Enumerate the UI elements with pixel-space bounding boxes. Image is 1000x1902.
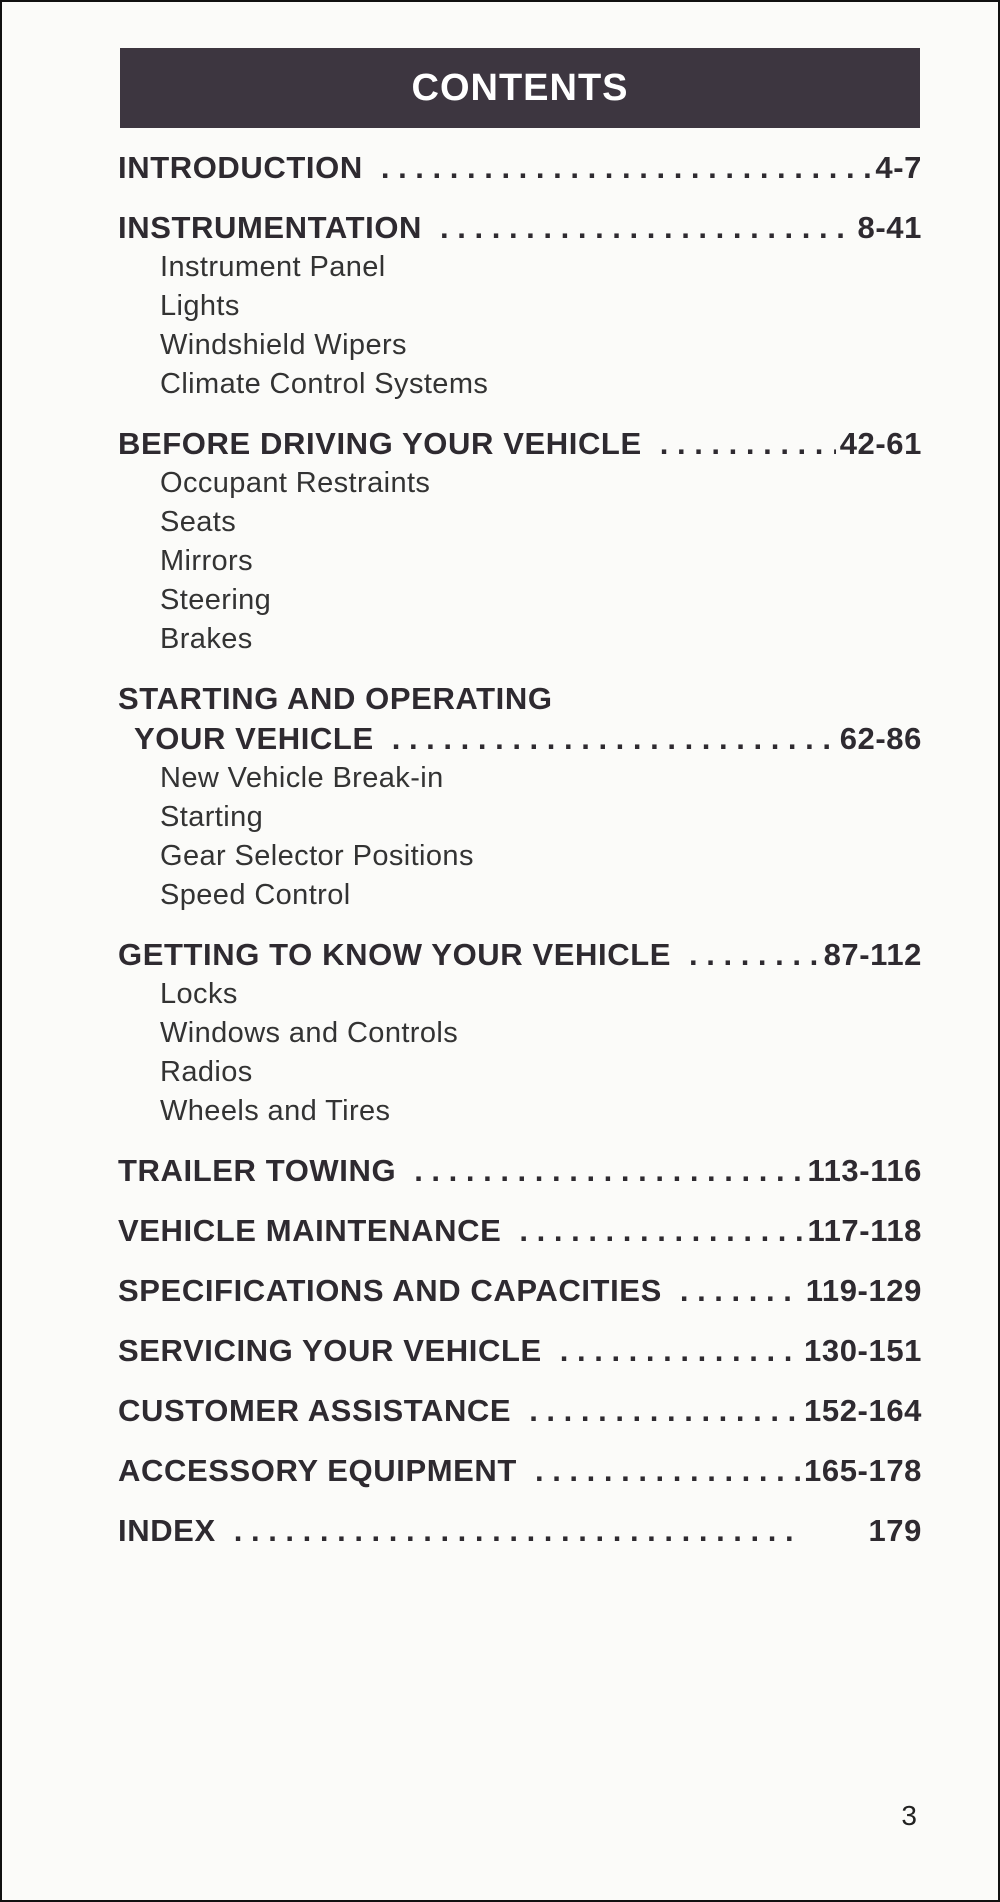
- toc-section: [118, 424, 922, 659]
- toc-entry[interactable]: [118, 679, 922, 719]
- toc-entry-pages: 113-116: [807, 1153, 922, 1188]
- toc-entry[interactable]: [118, 1331, 922, 1371]
- toc-entry-pages: 165-178: [804, 1453, 922, 1488]
- toc-subitem[interactable]: Locks: [160, 978, 238, 1010]
- toc-subitem[interactable]: Lights: [160, 290, 240, 322]
- toc-entry-title: STARTING AND OPERATING: [118, 681, 553, 716]
- toc-subitem[interactable]: Brakes: [160, 623, 253, 655]
- toc-section: [118, 1271, 922, 1311]
- toc-subitem[interactable]: Windows and Controls: [160, 1017, 459, 1049]
- toc-section: [118, 148, 922, 188]
- toc-subitem[interactable]: Radios: [160, 1056, 253, 1088]
- toc-entry-title: GETTING TO KNOW YOUR VEHICLE: [118, 937, 672, 972]
- toc-subitem[interactable]: Climate Control Systems: [160, 368, 489, 400]
- table-of-contents: [118, 148, 922, 1571]
- page-title: CONTENTS: [411, 66, 629, 109]
- toc-entry-pages: 62-86: [839, 721, 922, 756]
- dot-leader: [414, 1151, 803, 1191]
- toc-entry-pages: 119-129: [805, 1273, 922, 1308]
- toc-subitem[interactable]: Instrument Panel: [160, 251, 386, 283]
- toc-section: [118, 1511, 922, 1551]
- dot-leader: [392, 719, 836, 759]
- toc-entry-title: SERVICING YOUR VEHICLE: [118, 1333, 542, 1368]
- toc-entry[interactable]: [118, 1451, 922, 1491]
- toc-section: [118, 679, 922, 915]
- toc-entry[interactable]: [118, 148, 922, 188]
- dot-leader: [529, 1391, 800, 1431]
- toc-entry-title: VEHICLE MAINTENANCE: [118, 1213, 502, 1248]
- toc-subitem[interactable]: Steering: [160, 584, 272, 616]
- toc-entry-pages: 179: [868, 1513, 922, 1548]
- toc-entry[interactable]: [118, 1271, 922, 1311]
- toc-subitem[interactable]: Mirrors: [160, 545, 254, 577]
- toc-entry-title: CUSTOMER ASSISTANCE: [118, 1393, 512, 1428]
- toc-section: [118, 935, 922, 1131]
- toc-subitem[interactable]: Seats: [160, 506, 237, 538]
- toc-entry-title: INSTRUMENTATION: [118, 210, 423, 245]
- toc-entry-title: BEFORE DRIVING YOUR VEHICLE: [118, 426, 642, 461]
- toc-entry-title: INDEX: [118, 1513, 216, 1548]
- toc-subitem-list: [118, 975, 922, 1131]
- toc-section: [118, 1151, 922, 1191]
- toc-entry-pages: 42-61: [839, 426, 922, 461]
- dot-leader: [519, 1211, 803, 1251]
- toc-entry-pages: 4-7: [875, 150, 922, 185]
- dot-leader: [560, 1331, 800, 1371]
- toc-subitem[interactable]: Occupant Restraints: [160, 467, 431, 499]
- dot-leader: [234, 1511, 805, 1551]
- toc-section: [118, 1391, 922, 1431]
- dot-leader: [535, 1451, 800, 1491]
- toc-entry-title: SPECIFICATIONS AND CAPACITIES: [118, 1273, 662, 1308]
- toc-entry-pages: 8-41: [857, 210, 922, 245]
- toc-section: [118, 1451, 922, 1491]
- toc-entry-title: INTRODUCTION: [118, 150, 363, 185]
- toc-entry[interactable]: [118, 424, 922, 464]
- toc-entry[interactable]: [118, 1211, 922, 1251]
- toc-entry[interactable]: [118, 208, 922, 248]
- dot-leader: [381, 148, 872, 188]
- toc-entry-title-line2: YOUR VEHICLE: [134, 721, 374, 756]
- toc-entry[interactable]: [118, 1391, 922, 1431]
- page-number: 3: [901, 1800, 917, 1831]
- toc-subitem[interactable]: Gear Selector Positions: [160, 840, 474, 872]
- toc-entry[interactable]: [118, 1511, 922, 1551]
- toc-subitem[interactable]: Wheels and Tires: [160, 1095, 391, 1127]
- toc-entry-pages: 117-118: [807, 1213, 922, 1248]
- toc-entry[interactable]: [118, 935, 922, 975]
- toc-entry-pages: 87-112: [823, 937, 922, 972]
- contents-header-bar: [120, 48, 920, 128]
- toc-entry-title: ACCESSORY EQUIPMENT: [118, 1453, 517, 1488]
- toc-entry[interactable]: [118, 1151, 922, 1191]
- toc-section: [118, 1331, 922, 1371]
- toc-entry-pages: 152-164: [804, 1393, 922, 1428]
- dot-leader: [440, 208, 854, 248]
- toc-subitem-list: [118, 759, 922, 915]
- toc-subitem-list: [118, 248, 922, 404]
- dot-leader: [660, 424, 836, 464]
- toc-subitem-list: [118, 464, 922, 659]
- toc-entry-title: TRAILER TOWING: [118, 1153, 397, 1188]
- toc-entry-continued[interactable]: [118, 719, 922, 759]
- toc-section: [118, 208, 922, 404]
- toc-subitem[interactable]: Starting: [160, 801, 264, 833]
- toc-subitem[interactable]: New Vehicle Break-in: [160, 762, 444, 794]
- dot-leader: [680, 1271, 802, 1311]
- toc-subitem[interactable]: Windshield Wipers: [160, 329, 407, 361]
- toc-subitem[interactable]: Speed Control: [160, 879, 351, 911]
- dot-leader: [689, 935, 820, 975]
- toc-section: [118, 1211, 922, 1251]
- toc-entry-pages: 130-151: [804, 1333, 922, 1368]
